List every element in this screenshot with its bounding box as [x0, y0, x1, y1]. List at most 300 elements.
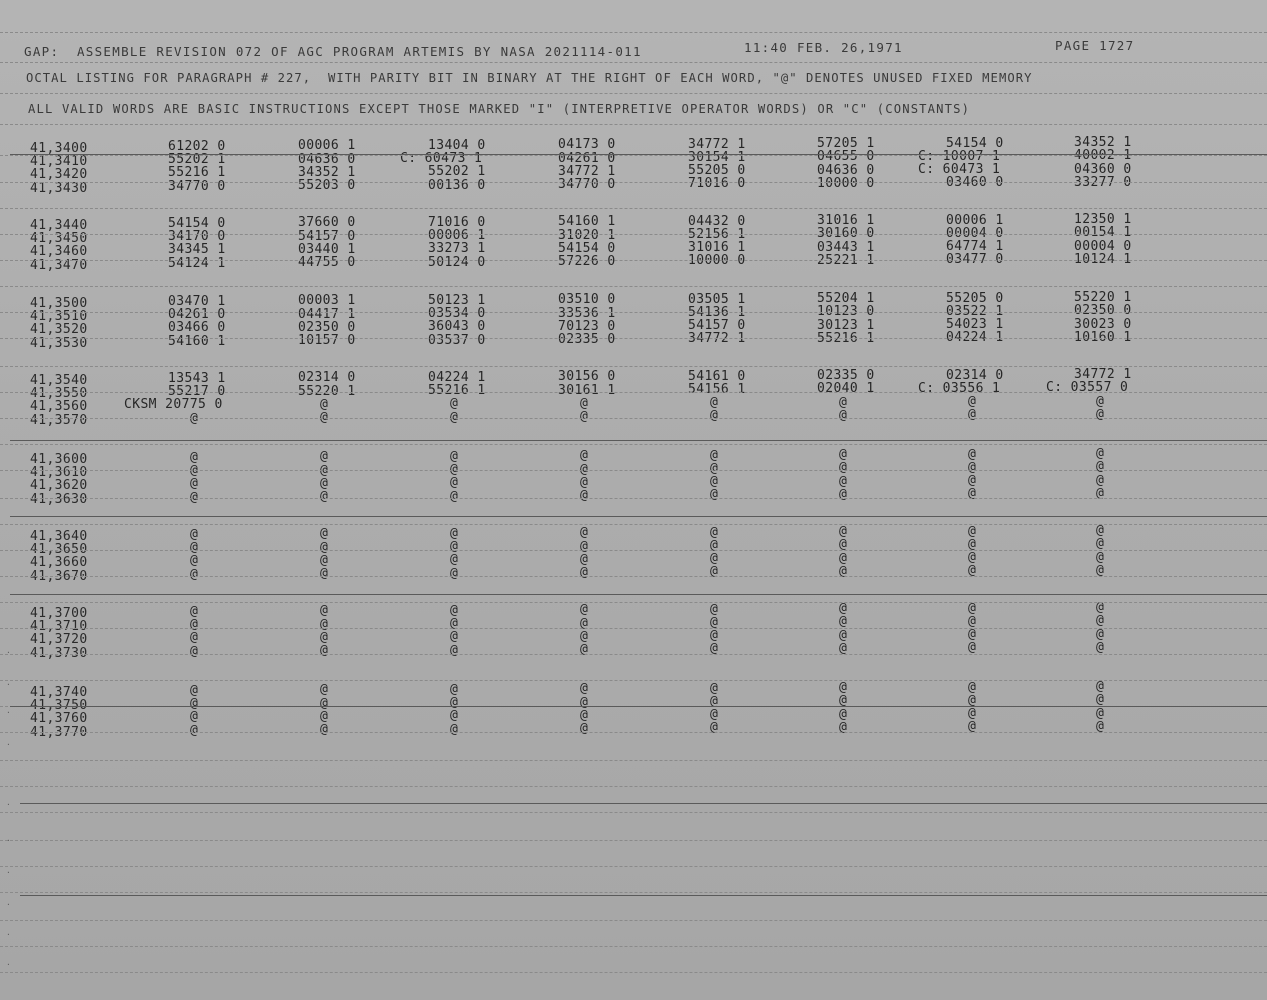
unused-memory-word: @: [968, 550, 977, 566]
unused-memory-word: @: [320, 526, 329, 542]
octal-word: 61202 0: [168, 139, 226, 154]
unused-memory-word: @: [580, 525, 589, 541]
unused-memory-word: @: [450, 475, 459, 491]
unused-memory-word: @: [190, 643, 199, 659]
form-rule: [0, 602, 1267, 603]
form-rule: [0, 866, 1267, 867]
unused-memory-word: @: [839, 719, 848, 735]
form-margin-mark: ·: [6, 740, 11, 749]
unused-memory-word: @: [320, 643, 329, 659]
listing-address: 41,3560: [30, 399, 88, 415]
unused-memory-word: @: [450, 552, 459, 568]
unused-memory-word: @: [710, 461, 719, 476]
listing-address: 41,3430: [30, 180, 88, 196]
octal-word: 10000 0: [688, 253, 746, 269]
octal-word: 54023 1: [946, 317, 1004, 333]
octal-word: 13543 1: [168, 371, 226, 386]
octal-word: 34772 1: [558, 163, 616, 179]
octal-word: C: 03556 1: [918, 380, 1001, 396]
unused-memory-word: @: [968, 719, 977, 735]
form-rule: [0, 760, 1267, 761]
listing-address: 41,3730: [30, 645, 88, 661]
unused-memory-word: @: [968, 486, 977, 502]
octal-word: C: 03557 0: [1046, 380, 1129, 396]
unused-memory-word: @: [450, 565, 459, 581]
unused-memory-word: @: [839, 473, 848, 489]
octal-word: 04636 0: [817, 162, 875, 178]
unused-memory-word: @: [320, 552, 329, 568]
listing-address: 41,3770: [30, 724, 88, 740]
unused-memory-word: @: [450, 602, 459, 618]
octal-word: 30160 0: [817, 226, 875, 242]
form-rule: [0, 972, 1267, 973]
unused-memory-word: @: [1096, 600, 1105, 616]
unused-memory-word: @: [1096, 718, 1105, 734]
unused-memory-word: @: [1096, 613, 1105, 629]
form-margin-mark: ·: [6, 800, 11, 809]
octal-word: 34770 0: [558, 176, 616, 192]
form-rule: [0, 812, 1267, 813]
octal-word: 55203 0: [298, 178, 356, 194]
unused-memory-word: @: [968, 473, 977, 489]
unused-memory-word: @: [710, 694, 719, 709]
octal-word: 71016 0: [428, 214, 486, 230]
octal-word: 33536 1: [558, 305, 616, 321]
listing-address: 41,3460: [30, 244, 88, 260]
unused-memory-word: @: [1096, 472, 1105, 488]
form-rule: [0, 946, 1267, 947]
octal-word: 55216 1: [168, 165, 226, 181]
unused-memory-word: @: [450, 396, 459, 412]
unused-memory-word: @: [968, 706, 977, 722]
form-rule-solid: [10, 154, 1267, 155]
unused-memory-word: @: [968, 640, 977, 656]
octal-word: 33273 1: [428, 241, 486, 257]
unused-memory-word: @: [450, 721, 459, 737]
octal-word: 02314 0: [946, 367, 1004, 383]
form-rule: [0, 234, 1267, 235]
unused-memory-word: @: [580, 628, 589, 644]
unused-memory-word: @: [450, 681, 459, 697]
unused-memory-word: @: [968, 446, 977, 462]
octal-word: 34772 1: [688, 136, 746, 152]
unused-memory-word: @: [839, 550, 848, 566]
octal-word: 03460 0: [946, 175, 1004, 191]
octal-word: 02335 0: [817, 368, 875, 384]
octal-word: 03505 1: [688, 291, 746, 307]
unused-memory-word: @: [710, 487, 719, 503]
unused-memory-word: @: [190, 463, 199, 479]
octal-word: 02314 0: [298, 370, 356, 386]
form-rule-solid: [10, 516, 1267, 517]
unused-memory-word: @: [839, 627, 848, 643]
unused-memory-word: @: [190, 527, 199, 542]
listing-address: 41,3610: [30, 465, 88, 481]
unused-memory-word: @: [580, 564, 589, 580]
unused-memory-word: @: [190, 553, 199, 569]
octal-word: C: 60473 1: [918, 162, 1001, 178]
unused-memory-word: @: [320, 616, 329, 632]
unused-memory-word: @: [580, 694, 589, 710]
listing-address: 41,3660: [30, 555, 88, 571]
listing-address: 41,3650: [30, 542, 88, 558]
form-margin-mark: ·: [6, 708, 11, 717]
octal-word: 55205 0: [688, 163, 746, 179]
unused-memory-word: @: [968, 692, 977, 708]
octal-word: 31020 1: [558, 227, 616, 243]
octal-word: 54154 0: [168, 216, 226, 231]
form-rule: [0, 32, 1267, 33]
form-margin-mark: ·: [6, 868, 11, 877]
unused-memory-word: @: [968, 459, 977, 475]
form-rule: [0, 840, 1267, 841]
form-rule-solid: [10, 706, 1267, 707]
octal-word: 64774 1: [946, 239, 1004, 255]
unused-memory-word: @: [450, 488, 459, 504]
form-rule: [0, 732, 1267, 733]
listing-address: 41,3600: [30, 452, 88, 467]
listing-address: 41,3720: [30, 632, 88, 648]
unused-memory-word: @: [1096, 626, 1105, 642]
form-margin-mark: ·: [6, 836, 11, 845]
unused-memory-word: @: [839, 706, 848, 722]
form-margin-mark: ·: [6, 680, 11, 689]
listing-address: 41,3510: [30, 309, 88, 325]
octal-word: 57205 1: [817, 136, 875, 152]
octal-word: 03440 1: [298, 241, 356, 257]
unused-memory-word: @: [320, 462, 329, 478]
listing-address: 41,3550: [30, 386, 88, 402]
listing-address: 41,3640: [30, 529, 88, 544]
unused-memory-word: @: [839, 680, 848, 696]
octal-word: 37660 0: [298, 215, 356, 231]
octal-word: 02335 0: [558, 331, 616, 347]
unused-memory-word: @: [580, 681, 589, 697]
unused-memory-word: @: [1096, 549, 1105, 565]
form-rule: [0, 470, 1267, 471]
unused-memory-word: @: [710, 538, 719, 553]
listing-address: 41,3450: [30, 231, 88, 247]
octal-word: 02350 0: [1074, 303, 1132, 319]
unused-memory-word: @: [1096, 692, 1105, 708]
listing-address: 41,3530: [30, 335, 88, 351]
unused-memory-word: @: [968, 679, 977, 695]
unused-memory-word: @: [968, 523, 977, 539]
unused-memory-word: @: [710, 447, 719, 463]
form-rule-solid: [10, 440, 1267, 441]
unused-memory-word: @: [839, 486, 848, 502]
octal-word: 40002 1: [1074, 148, 1132, 164]
unused-memory-word: @: [710, 641, 719, 657]
octal-word: 03534 0: [428, 306, 486, 322]
octal-word: 10124 1: [1074, 251, 1132, 267]
unused-memory-word: @: [968, 613, 977, 629]
unused-memory-word: @: [450, 448, 459, 464]
unused-memory-word: @: [450, 708, 459, 724]
octal-word: 44755 0: [298, 255, 356, 271]
octal-word: 04636 0: [298, 151, 356, 167]
unused-memory-word: @: [968, 536, 977, 552]
listing-address: 41,3670: [30, 568, 88, 584]
unused-memory-word: @: [320, 539, 329, 555]
octal-word: 54154 0: [946, 135, 1004, 151]
unused-memory-word: @: [1096, 562, 1105, 578]
unused-memory-word: @: [450, 695, 459, 711]
octal-word: 10160 1: [1074, 329, 1132, 345]
unused-memory-word: @: [320, 629, 329, 645]
form-rule: [0, 312, 1267, 313]
form-rule: [0, 286, 1267, 287]
octal-word: 03470 1: [168, 294, 226, 309]
octal-word: 00006 1: [298, 138, 356, 154]
unused-memory-word: @: [968, 394, 977, 410]
octal-word: C: 10007 1: [918, 148, 1001, 164]
octal-word: 55216 1: [817, 330, 875, 346]
octal-word: 04261 0: [168, 307, 226, 323]
unused-memory-word: @: [580, 448, 589, 464]
listing-address: 41,3750: [30, 698, 88, 714]
listing-address: 41,3470: [30, 257, 88, 273]
octal-word: 55204 1: [817, 291, 875, 307]
octal-word: 71016 0: [688, 176, 746, 192]
unused-memory-word: @: [839, 524, 848, 540]
unused-memory-word: @: [320, 695, 329, 711]
octal-word: 04655 0: [817, 149, 875, 165]
octal-word: 55202 1: [428, 164, 486, 180]
listing-address: 41,3420: [30, 167, 88, 183]
unused-memory-word: @: [1096, 536, 1105, 552]
unused-memory-word: @: [190, 683, 199, 698]
listing-address: 41,3500: [30, 296, 88, 311]
header-legend: ALL VALID WORDS ARE BASIC INSTRUCTIONS EXCEPT THOSE MARKED "I" (INTERPRETIVE OPERATOR WORDS) OR "C" (CONSTANTS): [28, 102, 971, 116]
octal-word: 00154 1: [1074, 225, 1132, 241]
form-rule: [0, 498, 1267, 499]
octal-word: 55216 1: [428, 383, 486, 399]
octal-word: CKSM 20775 0: [124, 397, 223, 413]
form-rule: [0, 208, 1267, 209]
octal-word: 34352 1: [298, 164, 356, 180]
unused-memory-word: @: [710, 551, 719, 567]
unused-memory-word: @: [190, 476, 199, 492]
octal-word: 54157 0: [688, 318, 746, 334]
unused-memory-word: @: [190, 617, 199, 633]
unused-memory-word: @: [839, 614, 848, 630]
unused-memory-word: @: [190, 566, 199, 582]
unused-memory-word: @: [710, 601, 719, 617]
unused-memory-word: @: [839, 447, 848, 463]
form-rule: [0, 654, 1267, 655]
octal-word: 03443 1: [817, 239, 875, 255]
form-rule: [0, 366, 1267, 367]
octal-word: 10157 0: [298, 333, 356, 349]
octal-word: 10123 0: [817, 304, 875, 320]
octal-word: 55217 0: [168, 384, 226, 400]
octal-word: 00004 0: [946, 225, 1004, 241]
unused-memory-word: @: [190, 630, 199, 646]
unused-memory-word: @: [1096, 459, 1105, 475]
octal-word: 54156 1: [688, 382, 746, 397]
unused-memory-word: @: [968, 563, 977, 579]
octal-word: 04261 0: [558, 150, 616, 166]
octal-word: 55220 1: [1074, 290, 1132, 306]
form-rule: [0, 155, 1267, 156]
unused-memory-word: @: [968, 600, 977, 616]
octal-word: 00003 1: [298, 293, 356, 309]
unused-memory-word: @: [580, 615, 589, 631]
form-rule: [0, 62, 1267, 63]
octal-word: 30023 0: [1074, 316, 1132, 332]
form-margin-mark: ·: [6, 900, 11, 909]
form-rule: [0, 260, 1267, 261]
unused-memory-word: @: [580, 461, 589, 477]
unused-memory-word: @: [1096, 679, 1105, 695]
octal-word: 34345 1: [168, 242, 226, 258]
unused-memory-word: @: [320, 489, 329, 505]
unused-memory-word: @: [839, 537, 848, 553]
unused-memory-word: @: [710, 395, 719, 411]
unused-memory-word: @: [1096, 485, 1105, 501]
octal-word: 34772 1: [1074, 367, 1132, 383]
octal-word: 30154 1: [688, 150, 746, 165]
unused-memory-word: @: [190, 489, 199, 505]
octal-word: 31016 1: [817, 213, 875, 229]
octal-word: 03510 0: [558, 292, 616, 308]
header-description: OCTAL LISTING FOR PARAGRAPH # 227, WITH PARITY BIT IN BINARY AT THE RIGHT OF EACH WORD, "@" DENOTES UNUSED FIXED MEMORY: [26, 71, 1033, 85]
octal-word: 02350 0: [298, 319, 356, 335]
unused-memory-word: @: [190, 410, 199, 426]
octal-word: 54157 0: [298, 228, 356, 244]
octal-word: 00136 0: [428, 177, 486, 193]
form-rule-solid: [10, 594, 1267, 595]
form-rule-solid: [20, 895, 1267, 896]
listing-address: 41,3630: [30, 491, 88, 507]
unused-memory-word: @: [580, 602, 589, 618]
unused-memory-word: @: [320, 708, 329, 724]
octal-word: C: 60473 1: [400, 151, 483, 167]
octal-word: 13404 0: [428, 137, 486, 153]
unused-memory-word: @: [839, 460, 848, 476]
unused-memory-word: @: [320, 475, 329, 491]
octal-word: 00004 0: [1074, 238, 1132, 254]
unused-memory-word: @: [450, 539, 459, 555]
octal-word: 33277 0: [1074, 174, 1132, 190]
header-page-number: PAGE 1727: [1055, 38, 1135, 53]
listing-address: 41,3760: [30, 711, 88, 727]
octal-word: 03537 0: [428, 332, 486, 348]
unused-memory-word: @: [450, 409, 459, 425]
form-rule: [0, 124, 1267, 125]
unused-memory-word: @: [839, 640, 848, 656]
unused-memory-word: @: [190, 709, 199, 725]
form-rule: [0, 920, 1267, 921]
unused-memory-word: @: [1096, 705, 1105, 721]
octal-word: 04224 1: [428, 369, 486, 385]
octal-word: 50124 0: [428, 254, 486, 270]
octal-word: 34772 1: [688, 331, 746, 347]
listing-address: 41,3440: [30, 218, 88, 233]
octal-word: 12350 1: [1074, 212, 1132, 228]
listing-address: 41,3570: [30, 412, 88, 428]
unused-memory-word: @: [710, 564, 719, 580]
unused-memory-word: @: [190, 540, 199, 556]
unused-memory-word: @: [839, 563, 848, 579]
unused-memory-word: @: [580, 487, 589, 503]
octal-word: 03522 1: [946, 303, 1004, 319]
unused-memory-word: @: [580, 538, 589, 554]
octal-word: 04360 0: [1074, 161, 1132, 177]
unused-memory-word: @: [580, 395, 589, 411]
unused-memory-word: @: [320, 603, 329, 619]
form-rule: [0, 628, 1267, 629]
unused-memory-word: @: [1096, 406, 1105, 422]
header-title: GAP: ASSEMBLE REVISION 072 OF AGC PROGRAM ARTEMIS BY NASA 2021114-011: [24, 44, 642, 59]
octal-word: 02040 1: [817, 381, 875, 397]
octal-word: 25221 1: [817, 252, 875, 268]
form-margin-mark: ·: [6, 960, 11, 969]
form-rule: [0, 680, 1267, 681]
listing-address: 41,3710: [30, 619, 88, 635]
unused-memory-word: @: [710, 720, 719, 736]
header-timestamp: 11:40 FEB. 26,1971: [744, 40, 903, 55]
form-rule: [0, 524, 1267, 525]
octal-word: 00006 1: [946, 212, 1004, 228]
octal-word: 34352 1: [1074, 135, 1132, 151]
unused-memory-word: @: [1096, 523, 1105, 539]
form-rule: [0, 182, 1267, 183]
unused-memory-word: @: [580, 720, 589, 736]
unused-memory-word: @: [190, 722, 199, 738]
unused-memory-word: @: [839, 407, 848, 423]
unused-memory-word: @: [968, 627, 977, 643]
octal-word: 04432 0: [688, 213, 746, 229]
octal-word: 54160 1: [168, 333, 226, 349]
octal-word: 04224 1: [946, 330, 1004, 346]
unused-memory-word: @: [320, 449, 329, 465]
unused-memory-word: @: [580, 641, 589, 657]
form-rule: [0, 576, 1267, 577]
unused-memory-word: @: [190, 450, 199, 465]
octal-word: 54160 1: [558, 214, 616, 230]
octal-word: 03466 0: [168, 320, 226, 336]
unused-memory-word: @: [710, 707, 719, 723]
form-rule: [0, 338, 1267, 339]
unused-memory-word: @: [450, 616, 459, 632]
form-rule: [0, 93, 1267, 94]
unused-memory-word: @: [320, 566, 329, 582]
form-rule: [0, 392, 1267, 393]
octal-word: 30123 1: [817, 317, 875, 333]
octal-word: 57226 0: [558, 253, 616, 269]
octal-word: 50123 1: [428, 292, 486, 308]
unused-memory-word: @: [320, 722, 329, 738]
unused-memory-word: @: [190, 696, 199, 712]
form-rule: [0, 892, 1267, 893]
unused-memory-word: @: [710, 408, 719, 424]
form-margin-mark: ·: [6, 648, 11, 657]
unused-memory-word: @: [1096, 393, 1105, 409]
unused-memory-word: @: [710, 524, 719, 540]
unused-memory-word: @: [710, 628, 719, 644]
form-rule-solid: [20, 803, 1267, 804]
octal-word: 30161 1: [558, 382, 616, 398]
unused-memory-word: @: [580, 707, 589, 723]
octal-word: 52156 1: [688, 227, 746, 242]
octal-word: 54161 0: [688, 368, 746, 384]
unused-memory-word: @: [839, 601, 848, 617]
octal-word: 30156 0: [558, 369, 616, 385]
unused-memory-word: @: [1096, 446, 1105, 462]
unused-memory-word: @: [450, 525, 459, 541]
